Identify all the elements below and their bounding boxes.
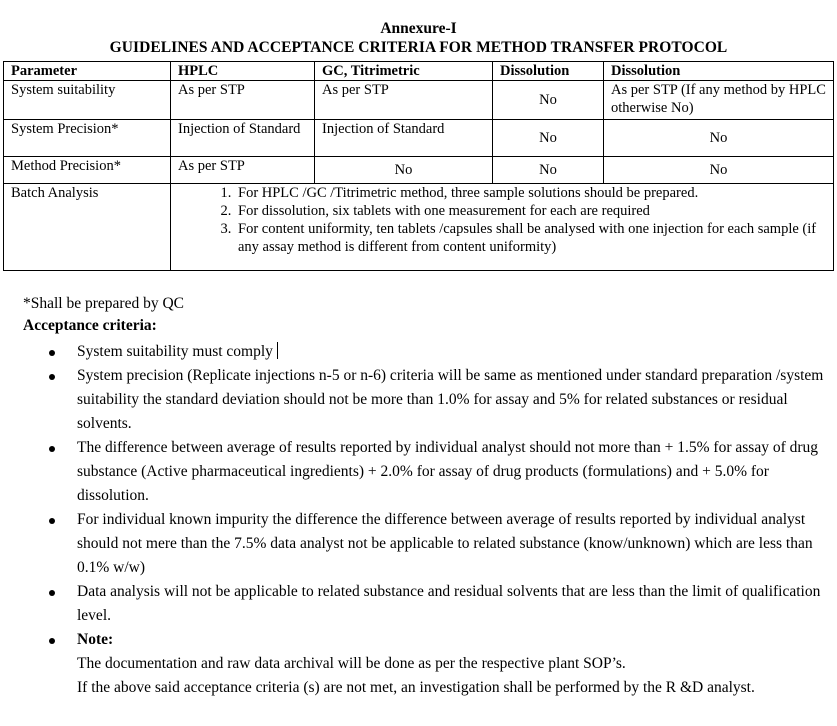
text-cursor-icon [277, 342, 278, 359]
table-row [4, 184, 834, 271]
header-parameter: Parameter [4, 62, 171, 81]
header-dissolution-2: Dissolution [604, 62, 834, 81]
table-row [4, 157, 834, 184]
table-cell: Method Precision* [4, 157, 171, 184]
acceptance-criteria-list [77, 340, 837, 700]
acceptance-criteria-heading: Acceptance criteria: [23, 317, 157, 334]
table-cell: Injection of Standard [315, 120, 493, 157]
criterion-text: Data analysis will not be applicable to related substance and residual solvents that are less than the limit of qualification level. [77, 583, 821, 624]
list-item: 1. For HPLC /GC /Titrimetric method, three sample solutions should be prepared. [235, 184, 833, 202]
list-item [77, 580, 837, 628]
bullet-icon [49, 350, 55, 356]
criterion-text: System suitability must comply [77, 343, 273, 360]
method-transfer-table [3, 61, 834, 271]
list-item [77, 628, 837, 700]
table-cell: No [493, 81, 604, 120]
bullet-icon [49, 374, 55, 380]
table-row [4, 120, 834, 157]
header-dissolution: Dissolution [493, 62, 604, 81]
bullet-icon [49, 590, 55, 596]
bullet-icon [49, 638, 55, 644]
criterion-text: For individual known impurity the difference the difference between average of results reported by individual analyst should not mere than the 7.5% data analyst not be applicable to related substance (know/unknown) which are less than 0.1% w/w) [77, 511, 813, 576]
table-cell: No [604, 157, 834, 184]
list-item: 3. For content uniformity, ten tablets /capsules shall be analysed with one injection for each sample (if any assay method is different from content uniformity) [235, 220, 833, 256]
table-cell: System Precision* [4, 120, 171, 157]
criterion-text: The difference between average of results reported by individual analyst should not more than + 1.5% for assay of drug substance (Active pharmaceutical ingredients) + 2.0% for assay of drug products (formulations) and + 5.0% for dissolution. [77, 439, 819, 504]
table-cell: As per STP [171, 157, 315, 184]
table-cell: As per STP [171, 81, 315, 120]
footnote: *Shall be prepared by QC [23, 295, 184, 312]
bullet-icon [49, 446, 55, 452]
table-cell: No [604, 120, 834, 157]
table-cell: No [315, 157, 493, 184]
list-item [77, 364, 837, 436]
table-cell: Batch Analysis [4, 184, 171, 271]
table-cell: As per STP [315, 81, 493, 120]
header-hplc: HPLC [171, 62, 315, 81]
table-row [4, 81, 834, 120]
document-title: GUIDELINES AND ACCEPTANCE CRITERIA FOR METHOD TRANSFER PROTOCOL [109, 39, 728, 56]
table-cell: System suitability [4, 81, 171, 120]
bullet-icon [49, 518, 55, 524]
list-item [77, 340, 837, 364]
batch-analysis-list [178, 184, 833, 256]
list-item [77, 436, 837, 508]
header-gc-titrimetric: GC, Titrimetric [315, 62, 493, 81]
table-cell: No [493, 120, 604, 157]
annexure-title: Annexure-I [380, 20, 457, 37]
table-header-row [4, 62, 834, 81]
batch-analysis-cell [171, 184, 834, 271]
table-cell: No [493, 157, 604, 184]
list-item [77, 508, 837, 580]
note-line: If the above said acceptance criteria (s) are not met, an investigation shall be performed by the R &D analyst. [77, 679, 755, 696]
list-item: 2. For dissolution, six tablets with one measurement for each are required [235, 202, 833, 220]
table-cell: As per STP (If any method by HPLC otherwise No) [604, 81, 834, 120]
criterion-text: System precision (Replicate injections n-5 or n-6) criteria will be same as mentioned under standard preparation /system suitability the standard deviation should not be more than 1.0% for assay and 5% for related substances or residual solvents. [77, 367, 824, 432]
note-label: Note: [77, 631, 114, 648]
table-cell: Injection of Standard [171, 120, 315, 157]
note-line: The documentation and raw data archival will be done as per the respective plant SOP’s. [77, 655, 626, 672]
